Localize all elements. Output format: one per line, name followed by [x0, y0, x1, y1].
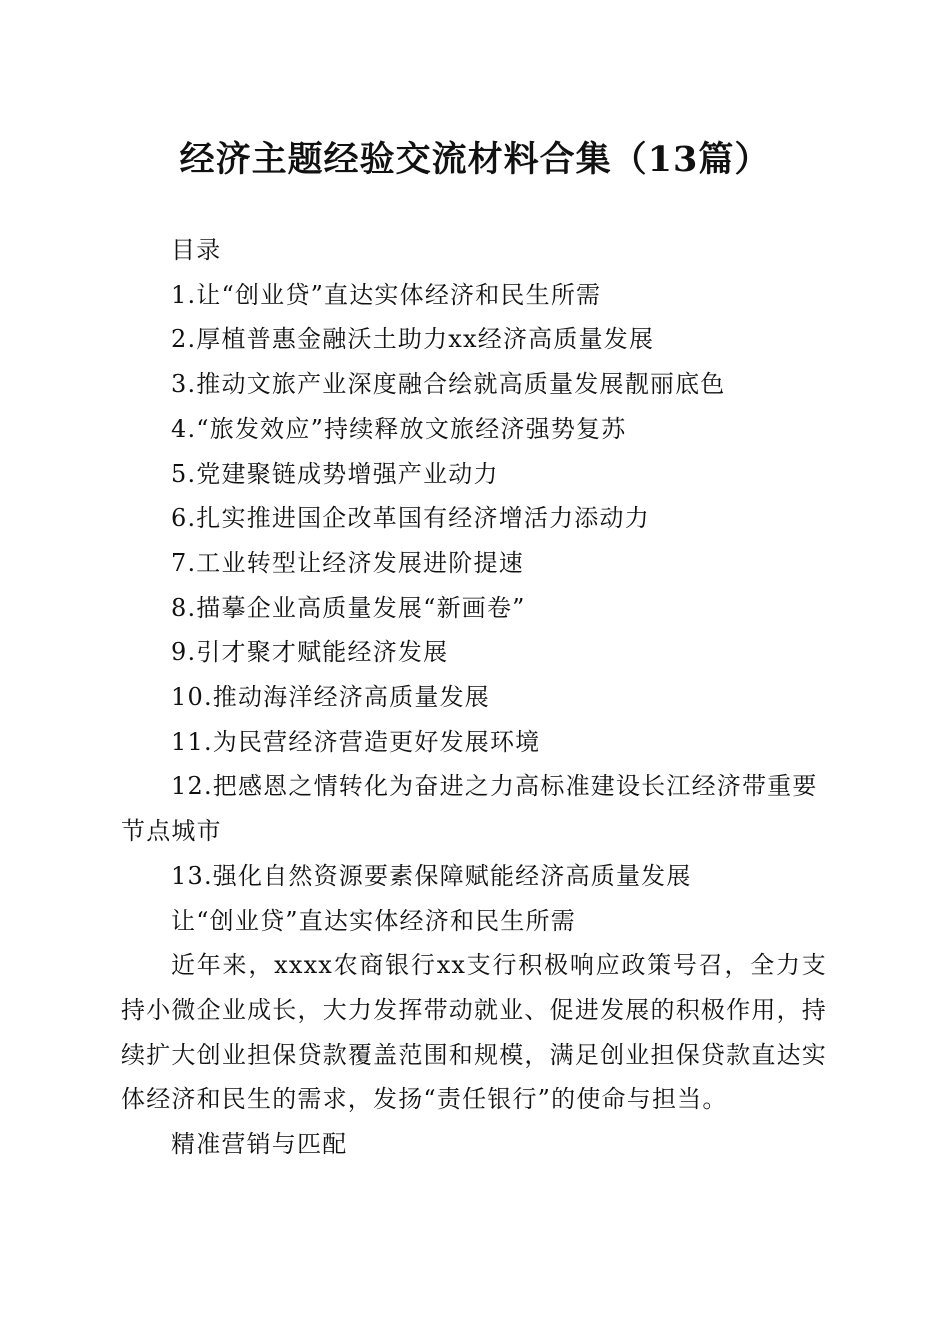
toc-item-11: 11.为民营经济营造更好发展环境 [171, 727, 541, 756]
toc-item-12: 12.把感恩之情转化为奋进之力高标准建设长江经济带重要节点城市 [121, 772, 818, 846]
toc-label: 目录 [171, 236, 222, 264]
toc-item-6: 6.扎实推进国企改革国有经济增活力添动力 [171, 504, 650, 533]
article-title: 让“创业贷”直达实体经济和民生所需 [171, 906, 576, 935]
toc-item-2: 2.厚植普惠金融沃土助力xx经济高质量发展 [171, 325, 655, 354]
toc-item-7: 7.工业转型让经济发展进阶提速 [171, 548, 524, 577]
section-heading: 精准营销与匹配 [171, 1130, 348, 1159]
toc-item-13: 13.强化自然资源要素保障赋能经济高质量发展 [171, 861, 692, 890]
toc-item-3: 3.推动文旅产业深度融合绘就高质量发展靓丽底色 [171, 370, 726, 399]
toc-item-1: 1.让“创业贷”直达实体经济和民生所需 [171, 280, 602, 309]
document-title: 经济主题经验交流材料合集（13篇） [179, 139, 771, 180]
toc-item-10: 10.推动海洋经济高质量发展 [171, 683, 490, 712]
toc-item-9: 9.引才聚才赋能经济发展 [171, 638, 449, 667]
toc-item-8: 8.描摹企业高质量发展“新画卷” [171, 593, 526, 622]
intro-paragraph: 近年来，xxxx农商银行xx支行积极响应政策号召，全力支持小微企业成长，大力发挥带动就业、促进发展的积极作用，持续扩大创业担保贷款覆盖范围和规模，满足创业担保贷款直达实体经济和民生的需求，发扬“责任银行”的使命与担当。 [121, 951, 827, 1114]
document-body [121, 228, 827, 1167]
toc-item-5: 5.党建聚链成势增强产业动力 [171, 459, 499, 488]
toc-item-4: 4.“旅发效应”持续释放文旅经济强势复苏 [171, 414, 627, 443]
